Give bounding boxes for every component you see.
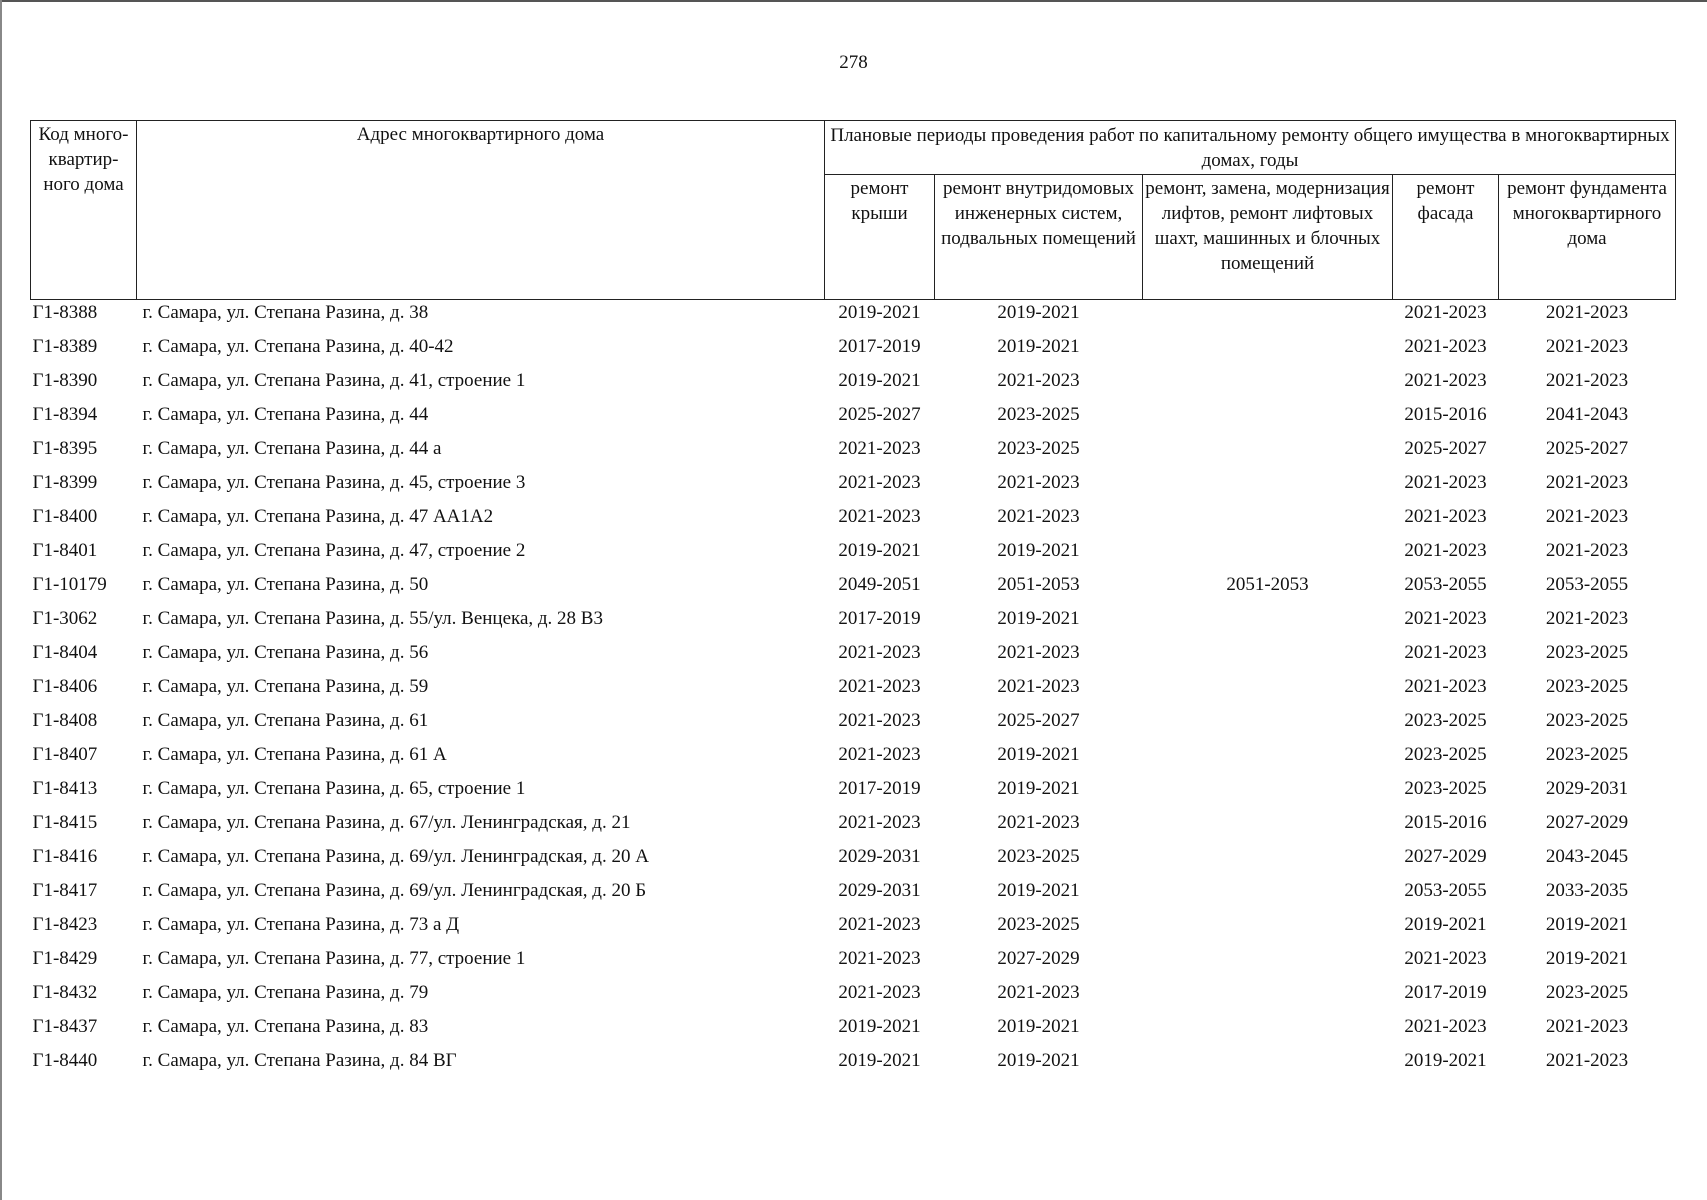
table-row (31, 844, 1676, 878)
cell-foundation-period: 2021-2023 (1545, 302, 1629, 323)
cell-facade-period: 2023-2025 (1404, 710, 1487, 731)
cell-engineering-period: 2019-2021 (997, 778, 1080, 799)
cell-facade-period: 2053-2055 (1404, 880, 1487, 901)
cell-code: Г1-8388 (32, 302, 98, 323)
header-code: Код много-квартир-ного дома (31, 121, 137, 300)
cell-foundation-period: 2021-2023 (1545, 370, 1629, 391)
cell-foundation-period: 2043-2045 (1545, 846, 1629, 867)
header-foundation-repair: ремонт фундамента многоквартирного дома (1499, 175, 1676, 300)
table-body (31, 300, 1676, 1083)
cell-address: г. Самара, ул. Степана Разина, д. 56 (142, 642, 429, 663)
cell-address: г. Самара, ул. Степана Разина, д. 77, строение 1 (142, 948, 526, 969)
cell-roof-period: 2025-2027 (838, 404, 921, 425)
table-row (31, 878, 1676, 912)
cell-roof-period: 2017-2019 (838, 608, 921, 629)
cell-facade-period: 2021-2023 (1404, 472, 1487, 493)
cell-roof-period: 2021-2023 (838, 948, 921, 969)
cell-address: г. Самара, ул. Степана Разина, д. 45, строение 3 (142, 472, 526, 493)
cell-roof-period: 2021-2023 (838, 812, 921, 833)
cell-engineering-period: 2023-2025 (997, 404, 1080, 425)
cell-roof-period: 2021-2023 (838, 982, 921, 1003)
cell-code: Г1-8429 (32, 948, 98, 969)
cell-facade-period: 2021-2023 (1404, 642, 1487, 663)
cell-foundation-period: 2021-2023 (1545, 1050, 1629, 1071)
cell-roof-period: 2021-2023 (838, 438, 921, 459)
cell-code: Г1-8390 (32, 370, 98, 391)
page-number: 278 (839, 52, 868, 73)
table-row (31, 504, 1676, 538)
header-roof-repair: ремонт крыши (825, 175, 935, 300)
header-address: Адрес многоквартирного дома (137, 121, 825, 300)
cell-engineering-period: 2023-2025 (997, 846, 1080, 867)
cell-engineering-period: 2019-2021 (997, 302, 1080, 323)
cell-facade-period: 2021-2023 (1404, 370, 1487, 391)
capital-repair-plan-table (30, 120, 1676, 1082)
cell-address: г. Самара, ул. Степана Разина, д. 83 (142, 1016, 429, 1037)
table-row (31, 640, 1676, 674)
cell-address: г. Самара, ул. Степана Разина, д. 73 а Д (142, 914, 460, 935)
cell-foundation-period: 2023-2025 (1545, 982, 1629, 1003)
cell-address: г. Самара, ул. Степана Разина, д. 84 ВГ (142, 1050, 457, 1071)
cell-roof-period: 2049-2051 (838, 574, 921, 595)
cell-code: Г1-8394 (32, 404, 98, 425)
header-facade-repair: ремонт фасада (1393, 175, 1499, 300)
cell-foundation-period: 2021-2023 (1545, 472, 1629, 493)
cell-foundation-period: 2041-2043 (1545, 404, 1629, 425)
cell-address: г. Самара, ул. Степана Разина, д. 38 (142, 302, 429, 323)
cell-engineering-period: 2051-2053 (997, 574, 1080, 595)
cell-code: Г1-3062 (32, 608, 98, 629)
cell-roof-period: 2019-2021 (838, 1016, 921, 1037)
cell-address: г. Самара, ул. Степана Разина, д. 69/ул. Ленинградская, д. 20 Б (142, 880, 647, 901)
cell-engineering-period: 2021-2023 (997, 472, 1080, 493)
cell-address: г. Самара, ул. Степана Разина, д. 41, строение 1 (142, 370, 526, 391)
cell-lifts-period (1143, 300, 1393, 335)
table-row (31, 946, 1676, 980)
cell-facade-period: 2025-2027 (1404, 438, 1487, 459)
table-row (31, 1048, 1676, 1082)
cell-foundation-period: 2021-2023 (1545, 336, 1629, 357)
cell-engineering-period: 2021-2023 (997, 370, 1080, 391)
table-row (31, 402, 1676, 436)
table-row (31, 470, 1676, 504)
cell-code: Г1-8408 (32, 710, 98, 731)
cell-lifts-period (1143, 878, 1393, 912)
cell-address: г. Самара, ул. Степана Разина, д. 40-42 (142, 336, 454, 357)
cell-roof-period: 2021-2023 (838, 914, 921, 935)
cell-engineering-period: 2019-2021 (997, 1050, 1080, 1071)
cell-roof-period: 2021-2023 (838, 472, 921, 493)
cell-lifts-period (1143, 810, 1393, 844)
cell-lifts-period (1143, 334, 1393, 368)
table-row (31, 436, 1676, 470)
cell-engineering-period: 2021-2023 (997, 812, 1080, 833)
cell-engineering-period: 2027-2029 (997, 948, 1080, 969)
cell-lifts-period (1143, 1014, 1393, 1048)
cell-facade-period: 2019-2021 (1404, 1050, 1487, 1071)
cell-lifts-period (1143, 844, 1393, 878)
cell-roof-period: 2021-2023 (838, 642, 921, 663)
cell-lifts-period (1143, 606, 1393, 640)
cell-code: Г1-8395 (32, 438, 98, 459)
cell-code: Г1-8417 (32, 880, 98, 901)
cell-address: г. Самара, ул. Степана Разина, д. 61 (142, 710, 429, 731)
cell-engineering-period: 2023-2025 (997, 438, 1080, 459)
cell-facade-period: 2023-2025 (1404, 778, 1487, 799)
cell-lifts-period (1143, 504, 1393, 538)
cell-facade-period: 2021-2023 (1404, 540, 1487, 561)
cell-address: г. Самара, ул. Степана Разина, д. 47, строение 2 (142, 540, 526, 561)
cell-code: Г1-8432 (32, 982, 98, 1003)
table-row (31, 776, 1676, 810)
cell-address: г. Самара, ул. Степана Разина, д. 79 (142, 982, 429, 1003)
table-row (31, 810, 1676, 844)
cell-lifts-period (1143, 368, 1393, 402)
cell-lifts-period (1143, 1048, 1393, 1082)
table-row (31, 708, 1676, 742)
cell-lifts-period (1143, 708, 1393, 742)
cell-facade-period: 2023-2025 (1404, 744, 1487, 765)
table-row (31, 538, 1676, 572)
cell-foundation-period: 2023-2025 (1545, 642, 1629, 663)
cell-facade-period: 2021-2023 (1404, 302, 1487, 323)
cell-engineering-period: 2021-2023 (997, 506, 1080, 527)
cell-code: Г1-8423 (32, 914, 98, 935)
cell-roof-period: 2021-2023 (838, 744, 921, 765)
cell-lifts-period (1143, 674, 1393, 708)
cell-roof-period: 2019-2021 (838, 302, 921, 323)
cell-roof-period: 2021-2023 (838, 676, 921, 697)
cell-code: Г1-10179 (32, 574, 107, 595)
top-border-line (0, 0, 1707, 2)
cell-facade-period: 2027-2029 (1404, 846, 1487, 867)
cell-code: Г1-8404 (32, 642, 98, 663)
table-row (31, 572, 1676, 606)
cell-foundation-period: 2025-2027 (1545, 438, 1629, 459)
cell-foundation-period: 2033-2035 (1545, 880, 1629, 901)
cell-roof-period: 2029-2031 (838, 880, 921, 901)
table-row (31, 300, 1676, 335)
cell-code: Г1-8401 (32, 540, 98, 561)
cell-facade-period: 2021-2023 (1404, 336, 1487, 357)
cell-engineering-period: 2025-2027 (997, 710, 1080, 731)
cell-facade-period: 2021-2023 (1404, 676, 1487, 697)
cell-facade-period: 2053-2055 (1404, 574, 1487, 595)
cell-engineering-period: 2021-2023 (997, 982, 1080, 1003)
table-row (31, 334, 1676, 368)
cell-address: г. Самара, ул. Степана Разина, д. 50 (142, 574, 429, 595)
cell-facade-period: 2017-2019 (1404, 982, 1487, 1003)
table-row (31, 742, 1676, 776)
cell-code: Г1-8415 (32, 812, 98, 833)
cell-code: Г1-8389 (32, 336, 98, 357)
cell-lifts-period (1143, 912, 1393, 946)
table-row (31, 980, 1676, 1014)
cell-facade-period: 2021-2023 (1404, 608, 1487, 629)
cell-foundation-period: 2023-2025 (1545, 710, 1629, 731)
table-header (31, 121, 1676, 300)
cell-engineering-period: 2019-2021 (997, 1016, 1080, 1037)
cell-address: г. Самара, ул. Степана Разина, д. 67/ул. Ленинградская, д. 21 (142, 812, 631, 833)
cell-roof-period: 2029-2031 (838, 846, 921, 867)
header-lift-repair: ремонт, замена, модернизация лифтов, ремонт лифтовых шахт, машинных и блочных помещений (1143, 175, 1393, 300)
cell-address: г. Самара, ул. Степана Разина, д. 44 а (142, 438, 442, 459)
table-row (31, 674, 1676, 708)
cell-address: г. Самара, ул. Степана Разина, д. 65, строение 1 (142, 778, 526, 799)
cell-foundation-period: 2021-2023 (1545, 608, 1629, 629)
cell-code: Г1-8413 (32, 778, 98, 799)
table-row (31, 912, 1676, 946)
cell-lifts-period (1143, 742, 1393, 776)
cell-lifts-period (1143, 470, 1393, 504)
cell-foundation-period: 2029-2031 (1545, 778, 1629, 799)
cell-code: Г1-8416 (32, 846, 98, 867)
cell-roof-period: 2019-2021 (838, 370, 921, 391)
cell-foundation-period: 2021-2023 (1545, 1016, 1629, 1037)
cell-lifts-period (1143, 640, 1393, 674)
cell-lifts-period (1143, 538, 1393, 572)
cell-roof-period: 2019-2021 (838, 540, 921, 561)
cell-engineering-period: 2021-2023 (997, 642, 1080, 663)
cell-code: Г1-8406 (32, 676, 98, 697)
cell-lifts-period (1143, 436, 1393, 470)
cell-facade-period: 2021-2023 (1404, 1016, 1487, 1037)
cell-code: Г1-8399 (32, 472, 98, 493)
cell-lifts-period (1143, 402, 1393, 436)
cell-roof-period: 2019-2021 (838, 1050, 921, 1071)
cell-address: г. Самара, ул. Степана Разина, д. 59 (142, 676, 429, 697)
cell-roof-period: 2021-2023 (838, 506, 921, 527)
cell-roof-period: 2017-2019 (838, 336, 921, 357)
cell-foundation-period: 2023-2025 (1545, 676, 1629, 697)
cell-foundation-period: 2021-2023 (1545, 506, 1629, 527)
cell-code: Г1-8400 (32, 506, 98, 527)
cell-facade-period: 2015-2016 (1404, 812, 1487, 833)
cell-code: Г1-8440 (32, 1050, 98, 1071)
cell-roof-period: 2017-2019 (838, 778, 921, 799)
table-row (31, 606, 1676, 640)
cell-address: г. Самара, ул. Степана Разина, д. 61 А (142, 744, 447, 765)
cell-facade-period: 2015-2016 (1404, 404, 1487, 425)
cell-lifts-period (1143, 946, 1393, 980)
cell-engineering-period: 2019-2021 (997, 608, 1080, 629)
cell-foundation-period: 2023-2025 (1545, 744, 1629, 765)
cell-foundation-period: 2021-2023 (1545, 540, 1629, 561)
cell-engineering-period: 2019-2021 (997, 744, 1080, 765)
cell-facade-period: 2021-2023 (1404, 506, 1487, 527)
cell-foundation-period: 2053-2055 (1545, 574, 1629, 595)
cell-address: г. Самара, ул. Степана Разина, д. 69/ул. Ленинградская, д. 20 А (142, 846, 649, 867)
cell-foundation-period: 2019-2021 (1545, 914, 1629, 935)
cell-engineering-period: 2021-2023 (997, 676, 1080, 697)
cell-engineering-period: 2019-2021 (997, 540, 1080, 561)
cell-roof-period: 2021-2023 (838, 710, 921, 731)
cell-lifts-period (1143, 980, 1393, 1014)
left-border-line (0, 0, 2, 1200)
cell-lifts-period (1143, 776, 1393, 810)
cell-facade-period: 2019-2021 (1404, 914, 1487, 935)
cell-code: Г1-8437 (32, 1016, 98, 1037)
cell-address: г. Самара, ул. Степана Разина, д. 44 (142, 404, 429, 425)
cell-foundation-period: 2019-2021 (1545, 948, 1629, 969)
header-engineering-repair: ремонт внутридомовых инженерных систем, подвальных помещений (935, 175, 1143, 300)
cell-foundation-period: 2027-2029 (1545, 812, 1629, 833)
cell-facade-period: 2021-2023 (1404, 948, 1487, 969)
cell-address: г. Самара, ул. Степана Разина, д. 55/ул. Венцека, д. 28 В3 (142, 608, 603, 629)
cell-address: г. Самара, ул. Степана Разина, д. 47 АА1А2 (142, 506, 494, 527)
cell-engineering-period: 2023-2025 (997, 914, 1080, 935)
cell-engineering-period: 2019-2021 (997, 880, 1080, 901)
header-planned-periods: Плановые периоды проведения работ по капитальному ремонту общего имущества в многоквартирных домах, годы (825, 121, 1676, 175)
cell-lifts-period: 2051-2053 (1226, 574, 1309, 595)
cell-engineering-period: 2019-2021 (997, 336, 1080, 357)
table-row (31, 1014, 1676, 1048)
table-row (31, 368, 1676, 402)
cell-code: Г1-8407 (32, 744, 98, 765)
